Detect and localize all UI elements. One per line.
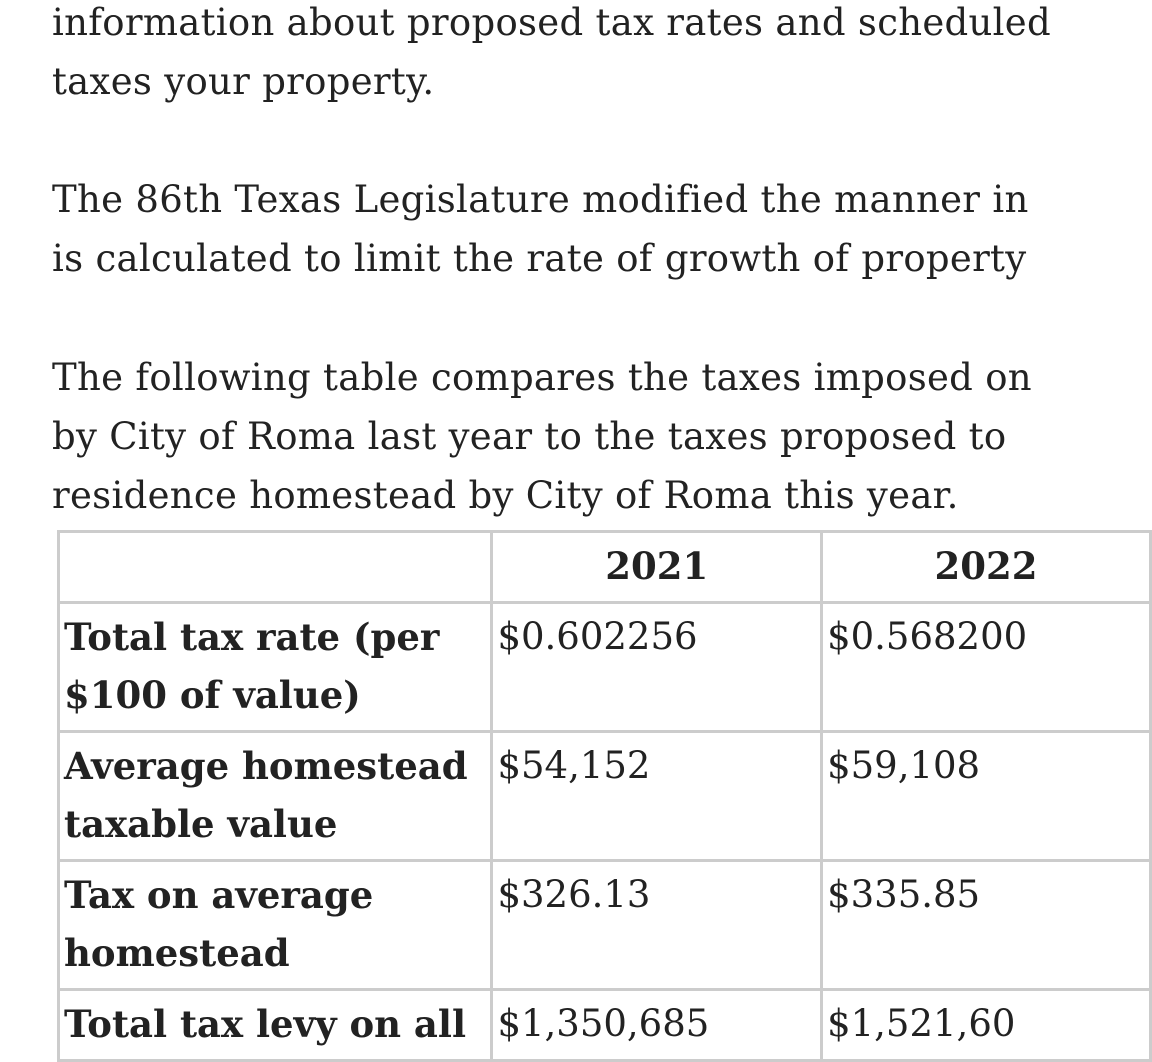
table-header-year-2021: 2021	[492, 532, 822, 603]
cell-value: $326.13	[492, 861, 822, 990]
table-row	[59, 990, 1151, 1061]
row-label-tax-on-average-homestead: Tax on average homestead	[59, 861, 492, 990]
table-row	[59, 732, 1151, 861]
table-row	[59, 603, 1151, 732]
cell-value: $0.602256	[492, 603, 822, 732]
row-label-average-homestead-value: Average homestead taxable value	[59, 732, 492, 861]
cell-value: $1,350,685	[492, 990, 822, 1061]
paragraph-line: taxes your property.	[52, 60, 435, 103]
row-label-total-tax-levy: Total tax levy on all	[59, 990, 492, 1061]
row-label-total-tax-rate: Total tax rate (per $100 of value)	[59, 603, 492, 732]
paragraph-line: The following table compares the taxes imposed on	[52, 356, 1032, 399]
cell-value: $59,108	[822, 732, 1151, 861]
paragraph-tax-info	[52, 0, 1051, 111]
cell-value: $335.85	[822, 861, 1151, 990]
table-header-row	[59, 532, 1151, 603]
paragraph-line: The 86th Texas Legislature modified the manner in	[52, 178, 1029, 221]
paragraph-legislature	[52, 170, 1029, 288]
table-header-year-2022: 2022	[822, 532, 1151, 603]
table-row	[59, 861, 1151, 990]
paragraph-table-intro	[52, 348, 1032, 525]
paragraph-line: by City of Roma last year to the taxes proposed to	[52, 415, 1007, 458]
paragraph-line: residence homestead by City of Roma this year.	[52, 474, 959, 517]
tax-comparison-table	[57, 530, 1152, 1062]
paragraph-line: information about proposed tax rates and scheduled	[52, 1, 1051, 44]
cell-value: $54,152	[492, 732, 822, 861]
cell-value: $1,521,60	[822, 990, 1151, 1061]
table-header-blank	[59, 532, 492, 603]
cell-value: $0.568200	[822, 603, 1151, 732]
paragraph-line: is calculated to limit the rate of growth of property	[52, 237, 1027, 280]
